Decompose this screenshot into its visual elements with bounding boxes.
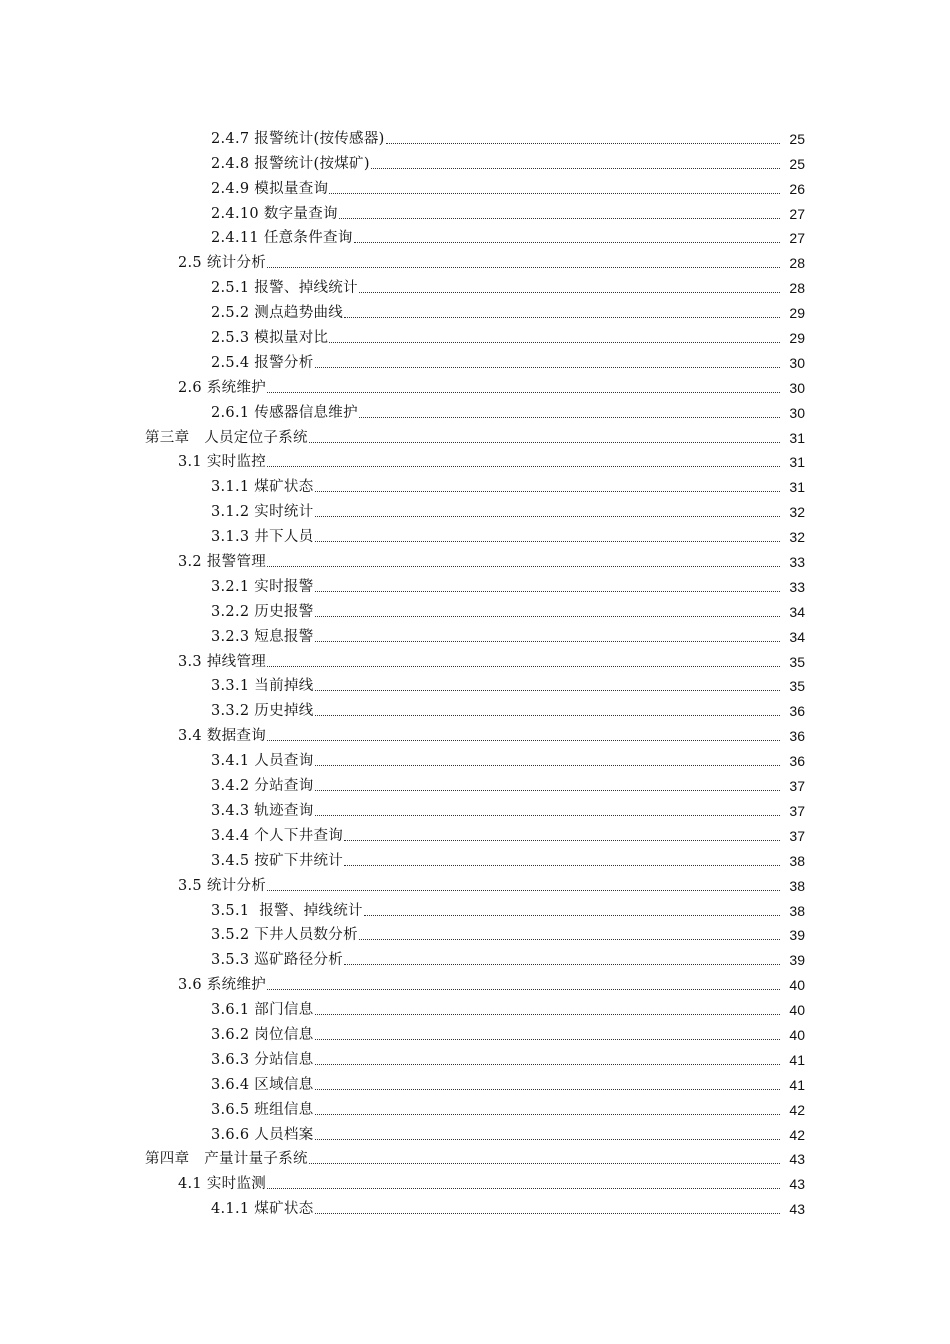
toc-entry[interactable] [0, 673, 950, 698]
toc-page-number: 42 [789, 1126, 805, 1143]
toc-page-number: 35 [789, 678, 805, 695]
table-of-contents [0, 125, 950, 1220]
toc-entry-title: 2.5.1 报警、掉线统计 [211, 280, 358, 297]
toc-entry-title: 2.6 系统维护 [178, 379, 267, 396]
dot-leader [339, 218, 780, 219]
dot-leader [371, 168, 780, 169]
toc-entry[interactable] [0, 847, 950, 872]
toc-entry[interactable] [0, 1195, 950, 1220]
dot-leader [315, 715, 780, 716]
toc-entry[interactable] [0, 374, 950, 399]
toc-entry[interactable] [0, 523, 950, 548]
toc-page-number: 34 [789, 603, 805, 620]
toc-entry-title: 3.6.3 分站信息 [211, 1051, 314, 1068]
toc-entry-title: 3.4.3 轨迹查询 [211, 802, 314, 819]
toc-entry[interactable] [0, 548, 950, 573]
toc-entry[interactable] [0, 897, 950, 922]
toc-entry-title: 3.5 统计分析 [178, 877, 267, 894]
toc-page-number: 36 [789, 728, 805, 745]
toc-page-number: 43 [789, 1176, 805, 1193]
toc-entry-title: 3.4 数据查询 [178, 728, 267, 745]
toc-page-number: 27 [789, 230, 805, 247]
dot-leader [267, 267, 780, 268]
toc-entry-title: 2.5.2 测点趋势曲线 [211, 305, 344, 322]
dot-leader [315, 616, 780, 617]
toc-entry-title: 3.5.2 下井人员数分析 [211, 927, 358, 944]
toc-entry[interactable] [0, 1146, 950, 1171]
toc-entry[interactable] [0, 747, 950, 772]
toc-entry[interactable] [0, 946, 950, 971]
toc-entry-title: 3.5.1 报警、掉线统计 [211, 902, 363, 919]
toc-page-number: 30 [789, 404, 805, 421]
toc-entry-title: 3.5.3 巡矿路径分析 [211, 952, 344, 969]
dot-leader [359, 292, 780, 293]
toc-page-number: 39 [789, 927, 805, 944]
toc-page-number: 29 [789, 330, 805, 347]
toc-entry-title: 3.6.1 部门信息 [211, 1002, 314, 1019]
toc-entry-title: 3.2 报警管理 [178, 554, 267, 571]
toc-entry-title: 第四章 产量计量子系统 [145, 1151, 308, 1168]
toc-entry[interactable] [0, 623, 950, 648]
dot-leader [267, 566, 780, 567]
toc-entry[interactable] [0, 150, 950, 175]
toc-page-number: 41 [789, 1051, 805, 1068]
toc-page-number: 30 [789, 379, 805, 396]
dot-leader [315, 1089, 780, 1090]
toc-entry-title: 3.1 实时监控 [178, 454, 267, 471]
toc-entry[interactable] [0, 498, 950, 523]
dot-leader [315, 641, 780, 642]
dot-leader [315, 541, 780, 542]
toc-entry-title: 3.6.4 区域信息 [211, 1076, 314, 1093]
dot-leader [329, 193, 780, 194]
toc-entry[interactable] [0, 872, 950, 897]
toc-page-number: 37 [789, 827, 805, 844]
dot-leader [315, 1139, 780, 1140]
dot-leader [344, 840, 780, 841]
toc-page-number: 41 [789, 1076, 805, 1093]
dot-leader [315, 1014, 780, 1015]
toc-page-number: 40 [789, 977, 805, 994]
dot-leader [315, 815, 780, 816]
toc-entry-title: 3.2.1 实时报警 [211, 578, 314, 595]
toc-entry[interactable] [0, 1170, 950, 1195]
toc-entry-title: 3.4.2 分站查询 [211, 778, 314, 795]
toc-page-number: 25 [789, 130, 805, 147]
toc-entry-title: 3.1.3 井下人员 [211, 529, 314, 546]
toc-entry-title: 3.1.1 煤矿状态 [211, 479, 314, 496]
toc-entry[interactable] [0, 797, 950, 822]
toc-entry-title: 2.4.7 报警统计(按传感器) [211, 130, 385, 147]
dot-leader [267, 890, 780, 891]
toc-entry[interactable] [0, 399, 950, 424]
dot-leader [354, 242, 780, 243]
dot-leader [267, 466, 780, 467]
toc-entry[interactable] [0, 1046, 950, 1071]
dot-leader [267, 1188, 780, 1189]
dot-leader [315, 367, 780, 368]
toc-page-number: 33 [789, 554, 805, 571]
toc-page-number: 28 [789, 255, 805, 272]
toc-entry-title: 3.3.1 当前掉线 [211, 678, 314, 695]
dot-leader [315, 790, 780, 791]
toc-entry[interactable] [0, 822, 950, 847]
toc-page-number: 35 [789, 653, 805, 670]
toc-entry[interactable] [0, 349, 950, 374]
toc-entry[interactable] [0, 1096, 950, 1121]
toc-page-number: 43 [789, 1151, 805, 1168]
toc-page-number: 40 [789, 1026, 805, 1043]
toc-page-number: 38 [789, 852, 805, 869]
toc-entry-title: 3.6 系统维护 [178, 977, 267, 994]
dot-leader [359, 417, 780, 418]
toc-entry-title: 3.4.5 按矿下井统计 [211, 852, 344, 869]
toc-entry[interactable] [0, 473, 950, 498]
toc-entry-title: 3.2.2 历史报警 [211, 603, 314, 620]
dot-leader [309, 442, 780, 443]
toc-entry-title: 3.1.2 实时统计 [211, 504, 314, 521]
dot-leader [329, 342, 780, 343]
dot-leader [364, 915, 780, 916]
toc-entry-title: 2.4.8 报警统计(按煤矿) [211, 155, 370, 172]
toc-entry-title: 2.5.4 报警分析 [211, 354, 314, 371]
toc-page-number: 31 [789, 479, 805, 496]
toc-entry-title: 3.3 掉线管理 [178, 653, 267, 670]
toc-entry[interactable] [0, 971, 950, 996]
dot-leader [267, 392, 780, 393]
toc-entry[interactable] [0, 1121, 950, 1146]
toc-entry-title: 2.4.11 任意条件查询 [211, 230, 353, 247]
toc-entry-title: 2.4.10 数字量查询 [211, 205, 338, 222]
toc-page-number: 42 [789, 1101, 805, 1118]
dot-leader [315, 516, 780, 517]
dot-leader [359, 939, 780, 940]
toc-entry[interactable] [0, 324, 950, 349]
toc-page-number: 38 [789, 877, 805, 894]
toc-entry-title: 第三章 人员定位子系统 [145, 429, 308, 446]
toc-page-number: 40 [789, 1002, 805, 1019]
toc-entry[interactable] [0, 722, 950, 747]
dot-leader [344, 865, 780, 866]
toc-entry[interactable] [0, 249, 950, 274]
toc-entry-title: 3.6.2 岗位信息 [211, 1026, 314, 1043]
dot-leader [344, 964, 780, 965]
toc-entry[interactable] [0, 772, 950, 797]
toc-entry-title: 2.6.1 传感器信息维护 [211, 404, 358, 421]
toc-page-number: 39 [789, 952, 805, 969]
toc-page-number: 43 [789, 1201, 805, 1218]
toc-entry-title: 2.5 统计分析 [178, 255, 267, 272]
dot-leader [315, 765, 780, 766]
toc-page-number: 33 [789, 578, 805, 595]
dot-leader [315, 1039, 780, 1040]
toc-page-number: 30 [789, 354, 805, 371]
toc-page-number: 36 [789, 703, 805, 720]
toc-page-number: 36 [789, 753, 805, 770]
dot-leader [315, 690, 780, 691]
dot-leader [315, 491, 780, 492]
dot-leader [267, 989, 780, 990]
toc-entry-title: 4.1.1 煤矿状态 [211, 1201, 314, 1218]
toc-entry[interactable] [0, 648, 950, 673]
toc-page-number: 34 [789, 628, 805, 645]
toc-page-number: 25 [789, 155, 805, 172]
toc-entry[interactable] [0, 922, 950, 947]
toc-entry[interactable] [0, 697, 950, 722]
toc-entry[interactable] [0, 449, 950, 474]
toc-entry[interactable] [0, 1021, 950, 1046]
toc-entry[interactable] [0, 175, 950, 200]
toc-entry-title: 3.6.5 班组信息 [211, 1101, 314, 1118]
toc-entry-title: 4.1 实时监测 [178, 1176, 267, 1193]
toc-page-number: 26 [789, 180, 805, 197]
dot-leader [315, 591, 780, 592]
toc-page-number: 32 [789, 529, 805, 546]
toc-entry[interactable] [0, 274, 950, 299]
toc-entry[interactable] [0, 424, 950, 449]
toc-page-number: 31 [789, 454, 805, 471]
toc-page-number: 32 [789, 504, 805, 521]
toc-entry[interactable] [0, 1071, 950, 1096]
toc-entry-title: 2.5.3 模拟量对比 [211, 330, 329, 347]
toc-page-number: 37 [789, 802, 805, 819]
toc-entry[interactable] [0, 573, 950, 598]
dot-leader [315, 1064, 780, 1065]
toc-entry-title: 3.2.3 短息报警 [211, 628, 314, 645]
toc-entry[interactable] [0, 125, 950, 150]
toc-entry-title: 3.4.4 个人下井查询 [211, 827, 344, 844]
toc-entry[interactable] [0, 299, 950, 324]
dot-leader [309, 1163, 780, 1164]
toc-entry-title: 3.3.2 历史掉线 [211, 703, 314, 720]
toc-entry[interactable] [0, 200, 950, 225]
toc-entry-title: 3.4.1 人员查询 [211, 753, 314, 770]
toc-page-number: 29 [789, 305, 805, 322]
toc-page-number: 28 [789, 280, 805, 297]
toc-page-number: 27 [789, 205, 805, 222]
toc-entry-title: 2.4.9 模拟量查询 [211, 180, 329, 197]
toc-page-number: 31 [789, 429, 805, 446]
dot-leader [386, 143, 780, 144]
toc-entry[interactable] [0, 996, 950, 1021]
dot-leader [315, 1114, 780, 1115]
toc-entry[interactable] [0, 598, 950, 623]
dot-leader [267, 666, 780, 667]
toc-entry[interactable] [0, 225, 950, 250]
toc-page-number: 38 [789, 902, 805, 919]
dot-leader [267, 740, 780, 741]
dot-leader [344, 317, 780, 318]
dot-leader [315, 1213, 780, 1214]
toc-page-number: 37 [789, 778, 805, 795]
toc-entry-title: 3.6.6 人员档案 [211, 1126, 314, 1143]
